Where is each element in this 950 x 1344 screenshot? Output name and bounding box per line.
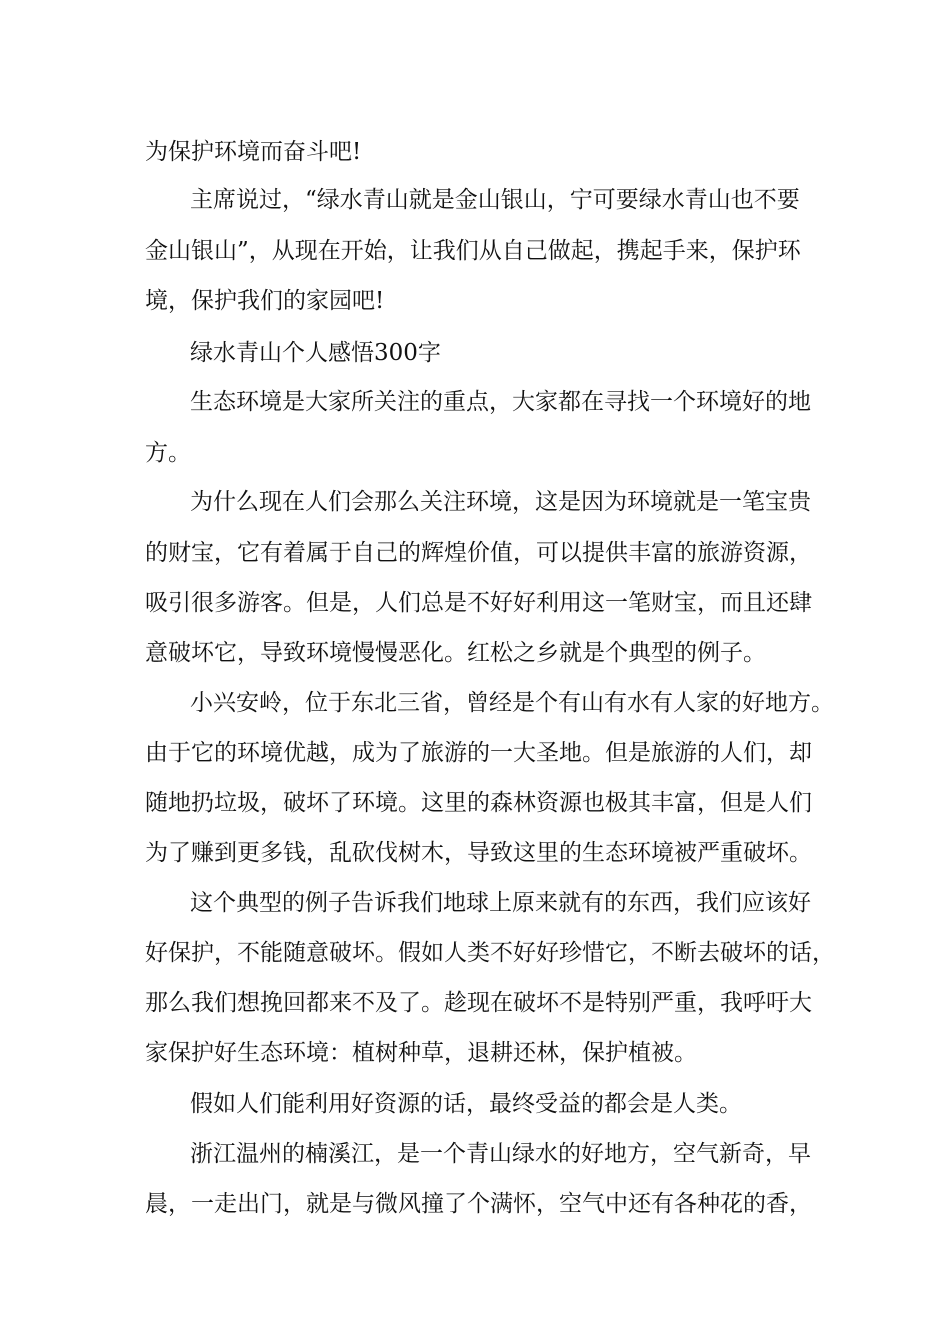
text-line: 由于它的环境优越，成为了旅游的一大圣地。但是旅游的人们，却 (145, 740, 812, 766)
text-line: 方。 (145, 440, 191, 466)
section-heading: 绿水青山个人感悟300字 (190, 340, 441, 366)
paragraph-first-line: 生态环境是大家所关注的重点，大家都在寻找一个环境好的地 (190, 389, 811, 415)
paragraph-first-line: 假如人们能利用好资源的话，最终受益的都会是人类。 (190, 1091, 742, 1117)
text-line: 家保护好生态环境：植树种草，退耕还林，保护植被。 (145, 1040, 697, 1066)
text-line: 境，保护我们的家园吧! (145, 288, 385, 314)
text-line: 随地扔垃圾，破坏了环境。这里的森林资源也极其丰富，但是人们 (145, 790, 812, 816)
text-line: 为了赚到更多钱，乱砍伐树木，导致这里的生态环境被严重破坏。 (145, 840, 812, 866)
paragraph-first-line: 小兴安岭，位于东北三省，曾经是个有山有水有人家的好地方。 (190, 690, 834, 716)
text-line: 那么我们想挽回都来不及了。趁现在破坏不是特别严重，我呼吁大 (145, 990, 812, 1016)
paragraph-first-line: 浙江温州的楠溪江，是一个青山绿水的好地方，空气新奇，早 (190, 1141, 811, 1167)
text-line: 的财宝，它有着属于自己的辉煌价值，可以提供丰富的旅游资源， (145, 540, 812, 566)
text-line: 金山银山”，从现在开始，让我们从自己做起，携起手来，保护环 (145, 238, 801, 264)
text-line: 为保护环境而奋斗吧! (145, 139, 362, 165)
paragraph-first-line: 主席说过，“绿水青山就是金山银山，宁可要绿水青山也不要 (190, 187, 800, 213)
text-line: 晨，一走出门，就是与微风撞了个满怀，空气中还有各种花的香， (145, 1191, 812, 1217)
paragraph-first-line: 这个典型的例子告诉我们地球上原来就有的东西，我们应该好 (190, 890, 811, 916)
text-line: 好保护，不能随意破坏。假如人类不好好珍惜它，不断去破坏的话， (145, 940, 835, 966)
paragraph-first-line: 为什么现在人们会那么关注环境，这是因为环境就是一笔宝贵 (190, 489, 811, 515)
text-line: 吸引很多游客。但是，人们总是不好好利用这一笔财宝，而且还肆 (145, 590, 812, 616)
text-line: 意破坏它，导致环境慢慢恶化。红松之乡就是个典型的例子。 (145, 640, 766, 666)
